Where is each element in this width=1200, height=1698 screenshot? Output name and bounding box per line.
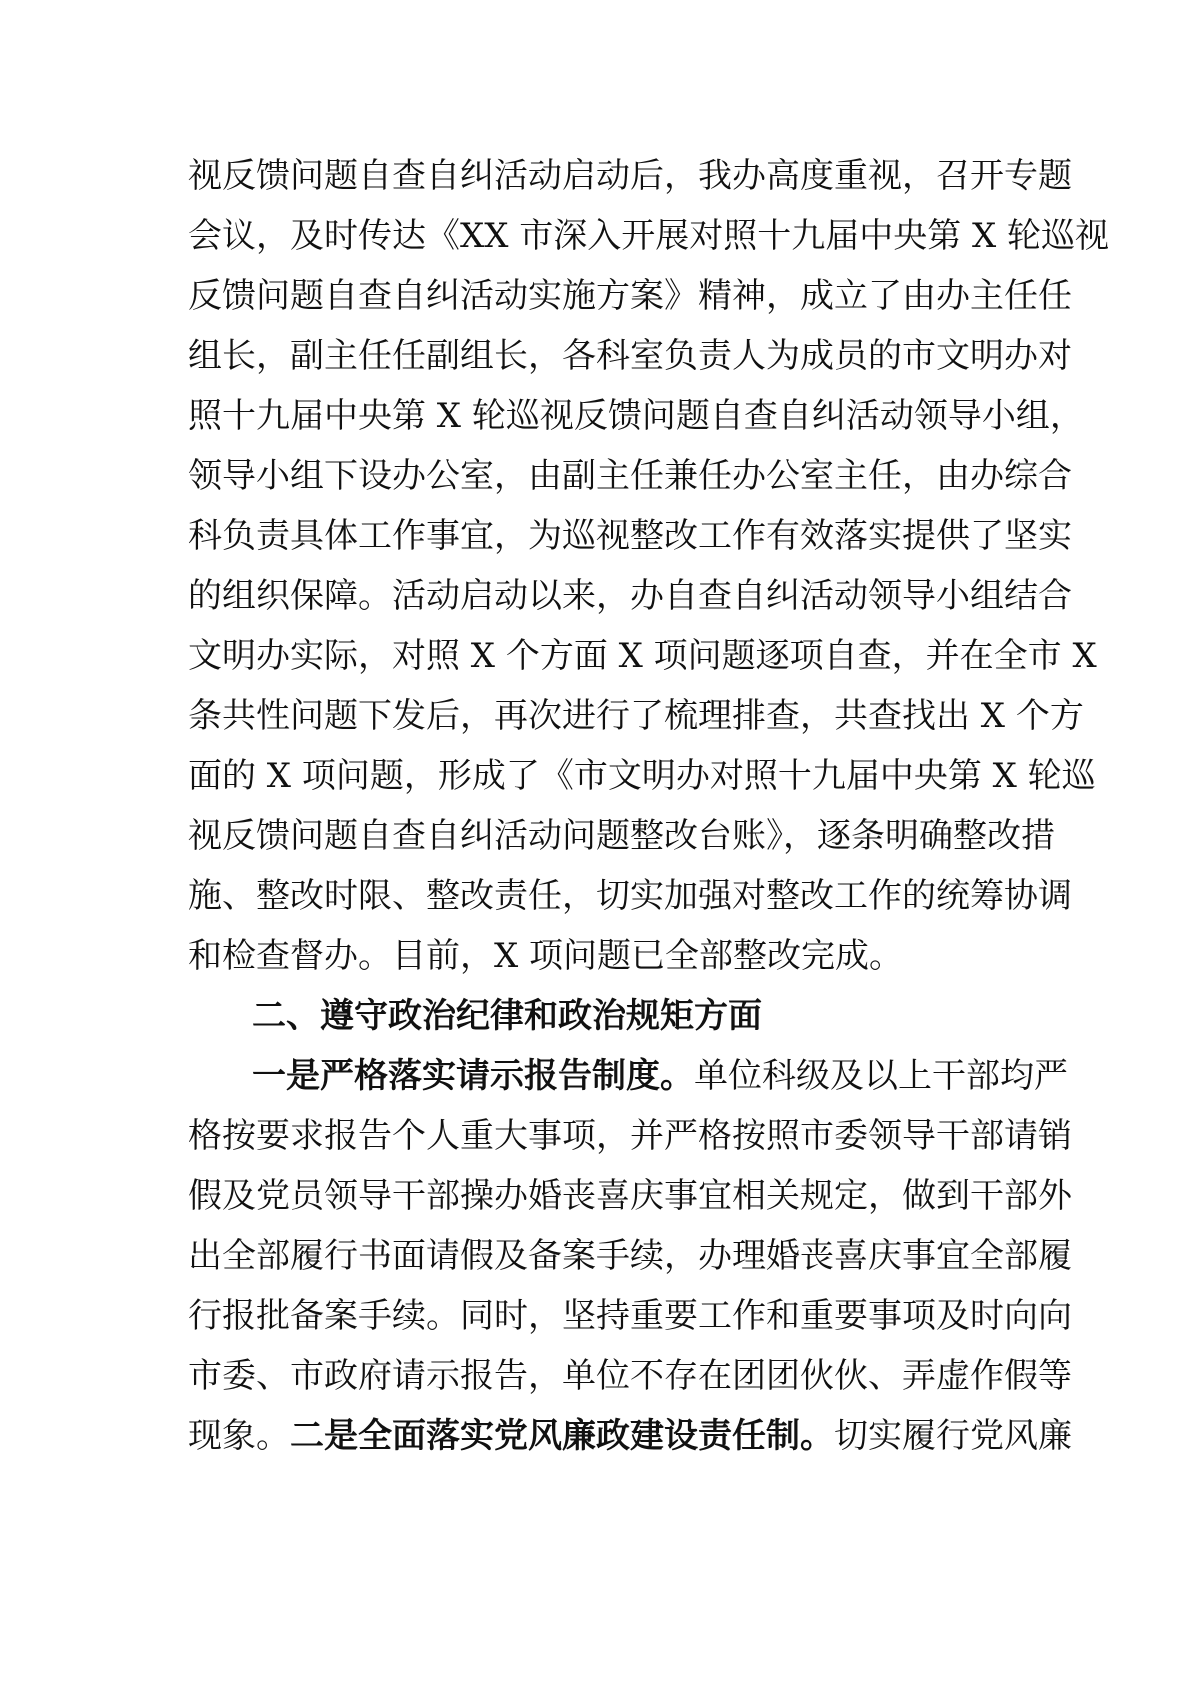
body-line: 照十九届中央第 X 轮巡视反馈问题自查自纠活动领导小组， bbox=[188, 396, 1084, 436]
body-line: 出全部履行书面请假及备案手续，办理婚丧喜庆事宜全部履 bbox=[188, 1236, 1072, 1276]
body-line: 条共性问题下发后，再次进行了梳理排查，共查找出 X 个方 bbox=[188, 696, 1084, 736]
body-text: 现象。 bbox=[188, 1416, 290, 1456]
body-line: 的组织保障。活动启动以来，办自查自纠活动领导小组结合 bbox=[188, 576, 1072, 616]
bold-lead: 一是严格落实请示报告制度。 bbox=[252, 1056, 694, 1096]
bold-lead: 二是全面落实党风廉政建设责任制。 bbox=[290, 1416, 834, 1456]
body-line: 会议，及时传达《XX 市深入开展对照十九届中央第 X 轮巡视 bbox=[188, 216, 1110, 256]
body-line: 和检查督办。目前，X 项问题已全部整改完成。 bbox=[188, 936, 904, 976]
body-line: 施、整改时限、整改责任，切实加强对整改工作的统筹协调 bbox=[188, 876, 1072, 916]
body-line: 科负责具体工作事宜，为巡视整改工作有效落实提供了坚实 bbox=[188, 516, 1072, 556]
body-line bbox=[188, 1408, 1072, 1464]
body-text: 单位科级及以上干部均严 bbox=[694, 1056, 1068, 1096]
body-line: 面的 X 项问题，形成了《市文明办对照十九届中央第 X 轮巡 bbox=[188, 756, 1096, 796]
body-text: 切实履行党风廉 bbox=[834, 1416, 1072, 1456]
body-line: 假及党员领导干部操办婚丧喜庆事宜相关规定，做到干部外 bbox=[188, 1176, 1072, 1216]
body-line: 反馈问题自查自纠活动实施方案》精神，成立了由办主任任 bbox=[188, 276, 1072, 316]
body-line: 行报批备案手续。同时，坚持重要工作和重要事项及时向向 bbox=[188, 1296, 1072, 1336]
body-line: 视反馈问题自查自纠活动问题整改台账》，逐条明确整改措 bbox=[188, 816, 1055, 856]
body-line: 视反馈问题自查自纠活动启动后，我办高度重视，召开专题 bbox=[188, 156, 1072, 196]
section-heading: 二、遵守政治纪律和政治规矩方面 bbox=[252, 996, 762, 1036]
body-line bbox=[252, 1048, 1068, 1104]
body-line: 市委、市政府请示报告，单位不存在团团伙伙、弄虚作假等 bbox=[188, 1356, 1072, 1396]
body-line: 组长，副主任任副组长，各科室负责人为成员的市文明办对 bbox=[188, 336, 1072, 376]
body-line: 领导小组下设办公室，由副主任兼任办公室主任，由办综合 bbox=[188, 456, 1072, 496]
body-line: 格按要求报告个人重大事项，并严格按照市委领导干部请销 bbox=[188, 1116, 1072, 1156]
body-line: 文明办实际，对照 X 个方面 X 项问题逐项自查，并在全市 X bbox=[188, 636, 1097, 676]
